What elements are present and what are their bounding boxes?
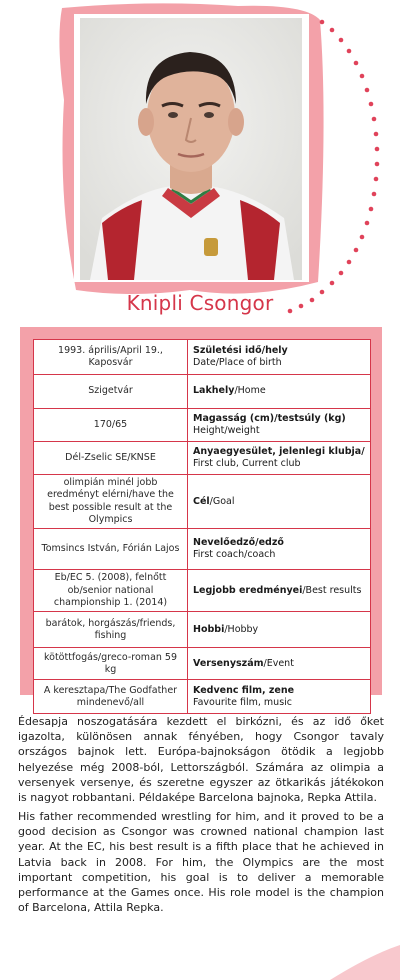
value-cell: olimpián minél jobb eredményt elérni/have the best possible result at the Olympics — [34, 475, 188, 529]
bio-hungarian: Édesapja noszogatására kezdett el birkózni, és az idő őket igazolta, különösen annak fényében, hogy Csongor tavaly országos bajnok lett. Európa-bajnokságon ötödik a legjobb helyezése még 2008-ból, Lettországból. Számára az olimpia a versenyek versenye, és szeretne egyszer az ötkarikás játékokon is nagyot robbantani. Példaképe Barcelona bajnoka, Repka Attila. — [18, 715, 384, 805]
value-cell: kötöttfogás/greco-roman 59 kg — [34, 648, 188, 680]
value-cell: Eb/EC 5. (2008), felnőtt ob/senior national championship 1. (2014) — [34, 570, 188, 612]
table-row — [34, 570, 371, 612]
label-cell: Születési idő/hely Date/Place of birth — [188, 340, 371, 375]
bio-english: His father recommended wrestling for him, and it proved to be a good decision as Csongor was crowned national champion last year. At the EC, his best result is a fifth place that he achieved in Latvia back in 2008. For him, the Olympics are the most important competition, his goal is to deliver a memorable performance at the Games once. His role model is the champion of Barcelona, Attila Repka. — [18, 810, 384, 915]
label-cell: Legjobb eredményei/Best results — [188, 570, 371, 612]
value-cell: 170/65 — [34, 409, 188, 442]
table-row — [34, 612, 371, 648]
value-cell: Szigetvár — [34, 375, 188, 409]
table-row — [34, 375, 371, 409]
corner-swoosh — [330, 945, 400, 980]
label-cell: Magasság (cm)/testsúly (kg) Height/weight — [188, 409, 371, 442]
profile-card — [20, 327, 382, 708]
table-row — [34, 442, 371, 475]
value-cell: Dél-Zselic SE/KNSE — [34, 442, 188, 475]
table-row — [34, 529, 371, 570]
athlete-photo — [80, 18, 302, 280]
value-cell: Tomsincs István, Fórián Lajos — [34, 529, 188, 570]
value-cell: 1993. április/April 19., Kaposvár — [34, 340, 188, 375]
table-row — [34, 409, 371, 442]
profile-table — [33, 339, 371, 714]
value-cell: barátok, horgászás/friends, fishing — [34, 612, 188, 648]
table-row — [34, 680, 371, 714]
athlete-name: Knipli Csongor — [126, 291, 274, 315]
label-cell: Anyaegyesület, jelenlegi klubja/ First club, Current club — [188, 442, 371, 475]
label-cell: Nevelőedző/edző First coach/coach — [188, 529, 371, 570]
label-cell: Kedvenc film, zene Favourite film, music — [188, 680, 371, 714]
table-row — [34, 475, 371, 529]
label-cell: Lakhely/Home — [188, 375, 371, 409]
table-row — [34, 648, 371, 680]
value-cell: A keresztapa/The Godfather mindenevő/all — [34, 680, 188, 714]
label-cell: Versenyszám/Event — [188, 648, 371, 680]
label-cell: Cél/Goal — [188, 475, 371, 529]
label-cell: Hobbi/Hobby — [188, 612, 371, 648]
table-row — [34, 340, 371, 375]
